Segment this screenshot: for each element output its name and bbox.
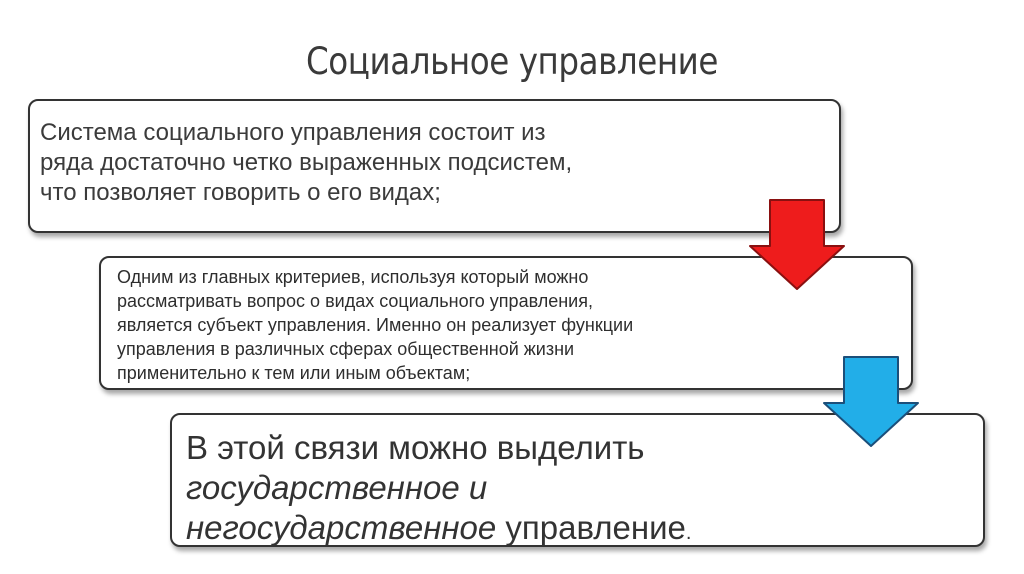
text-line: Система социального управления состоит из: [40, 119, 546, 146]
text-line: что позволяет говорить о его видах;: [40, 179, 441, 206]
text-line: ряда достаточно четко выраженных подсистем,: [40, 149, 573, 176]
text-line: применительно к тем или иным объектам;: [117, 363, 471, 383]
management-word: управление: [496, 509, 686, 546]
period: .: [685, 522, 692, 544]
blue-down-arrow-shape: [824, 357, 918, 446]
red-down-arrow-icon: [748, 198, 848, 292]
text-line: является субъект управления. Именно он реализует функции: [117, 315, 634, 335]
text-line: управления в различных сферах общественной жизни: [117, 339, 575, 359]
text-line: Одним из главных критериев, используя который можно: [117, 267, 589, 287]
slide-title: Социальное управление: [306, 40, 718, 83]
text-line: рассматривать вопрос о видах социального управления,: [117, 291, 593, 311]
blue-down-arrow-icon: [822, 355, 922, 449]
state-management-term: государственное и: [186, 469, 488, 506]
red-down-arrow-shape: [750, 200, 844, 289]
text-line: В этой связи можно выделить: [186, 429, 645, 466]
non-state-management-term: негосударственное: [186, 509, 497, 546]
system-description: [40, 118, 740, 208]
